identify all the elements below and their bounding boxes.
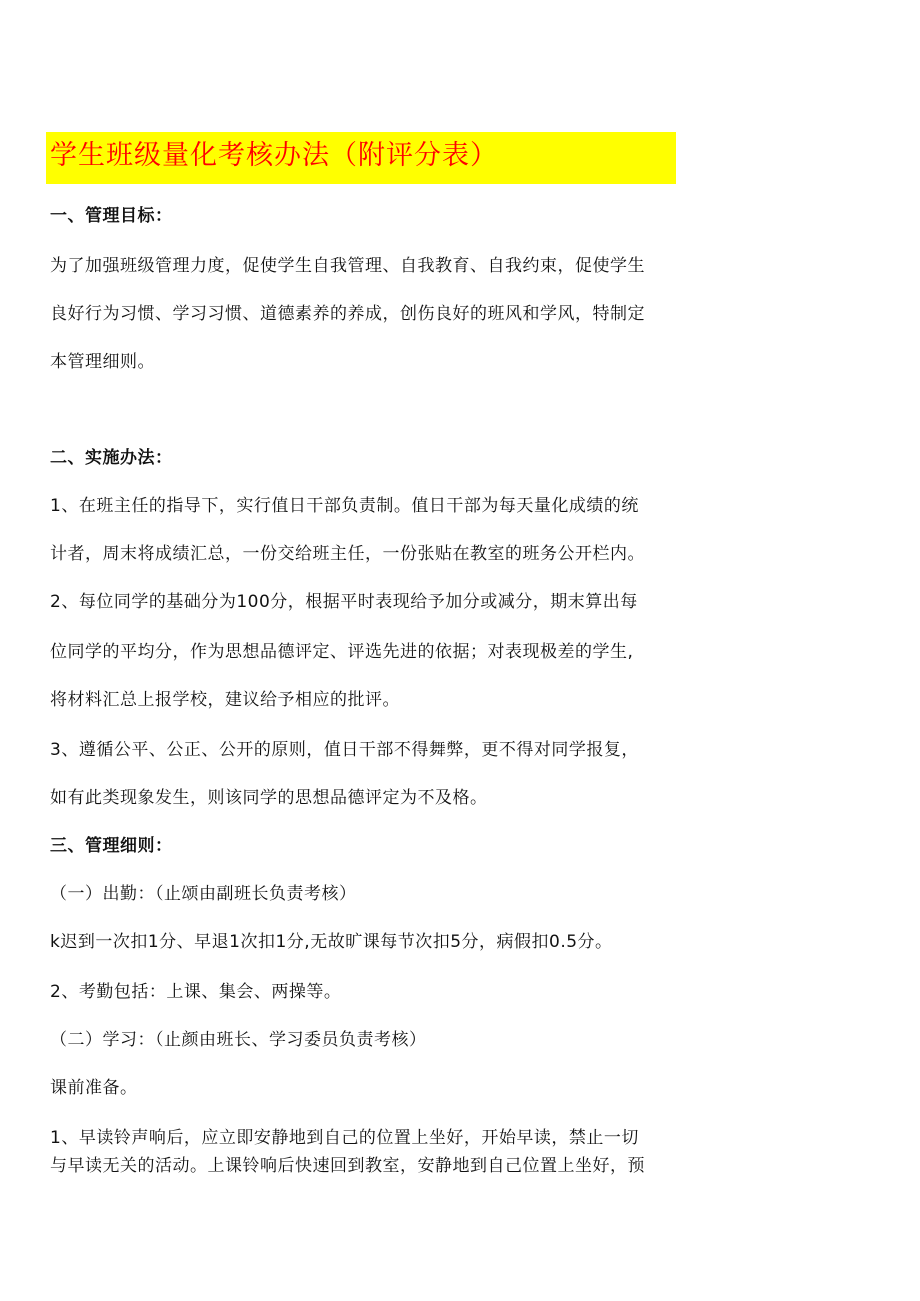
section-heading-goals: 一、管理目标： — [50, 206, 173, 226]
paragraph-line: 1、早读铃声响后，应立即安静地到自己的位置上坐好，开始早读，禁止一切 — [50, 1128, 639, 1148]
section-heading-rules: 三、管理细则： — [50, 836, 173, 856]
paragraph-line: 1、在班主任的指导下，实行值日干部负责制。值日干部为每天量化成绩的统 — [50, 496, 639, 516]
paragraph-line: 2、每位同学的基础分为100分，根据平时表现给予加分或减分，期末算出每 — [50, 592, 638, 612]
paragraph-line: k迟到一次扣1分、早退1次扣1分,无故旷课每节次扣5分，病假扣0.5分。 — [50, 932, 613, 952]
paragraph-line: 良好行为习惯、学习习惯、道德素养的养成，创伤良好的班风和学风，特制定 — [50, 304, 645, 324]
paragraph-line: 将材料汇总上报学校，建议给予相应的批评。 — [50, 690, 400, 710]
paragraph-line: 3、遵循公平、公正、公开的原则，值日干部不得舞弊，更不得对同学报复， — [50, 740, 639, 760]
subsection-heading-attendance: （一）出勤：（止颂由副班长负责考核） — [50, 884, 357, 904]
paragraph-line: 2、考勤包括：上课、集会、两操等。 — [50, 982, 342, 1002]
section-heading-methods: 二、实施办法： — [50, 448, 173, 468]
paragraph-line: 与早读无关的活动。上课铃响后快速回到教室，安静地到自己位置上坐好，预 — [50, 1156, 645, 1176]
paragraph-line: 课前准备。 — [50, 1078, 138, 1098]
document-title: 学生班级量化考核办法（附评分表） — [50, 140, 498, 171]
paragraph-line: 如有此类现象发生，则该同学的思想品德评定为不及格。 — [50, 788, 488, 808]
paragraph-line: 计者，周末将成绩汇总，一份交给班主任，一份张贴在教室的班务公开栏内。 — [50, 544, 645, 564]
paragraph-line: 为了加强班级管理力度，促使学生自我管理、自我教育、自我约束，促使学生 — [50, 256, 645, 276]
subsection-heading-study: （二）学习：（止颜由班长、学习委员负责考核） — [50, 1030, 427, 1050]
paragraph-line: 位同学的平均分，作为思想品德评定、评选先进的依据；对表现极差的学生, — [50, 642, 634, 662]
paragraph-line: 本管理细则。 — [50, 352, 155, 372]
